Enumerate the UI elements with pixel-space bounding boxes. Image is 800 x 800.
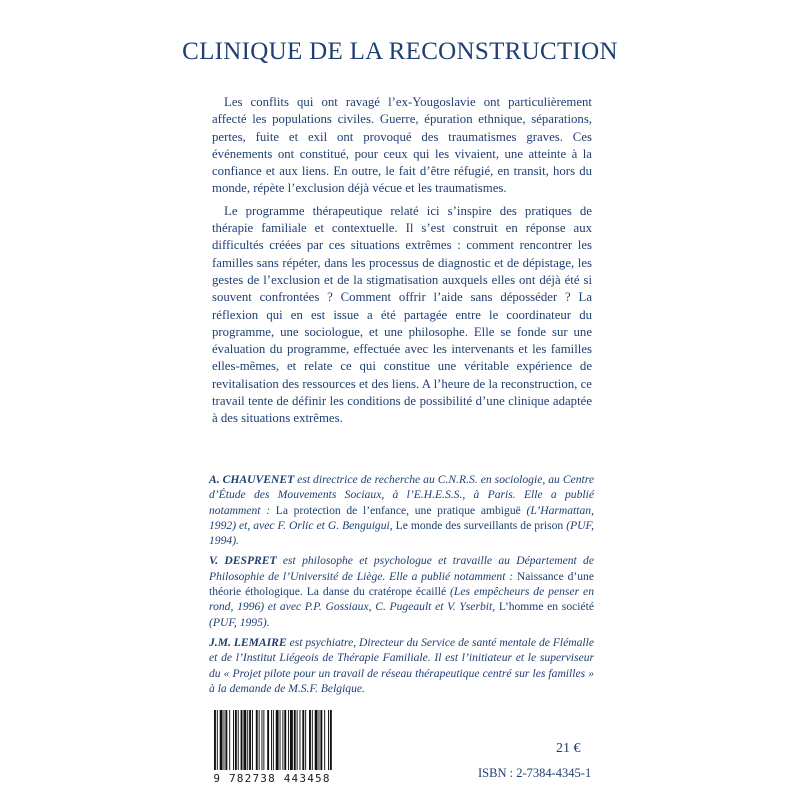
bio-text: (PUF, 1995).: [209, 615, 270, 629]
author-bios: [209, 472, 594, 701]
book-title-ref: La protection de l’enfance, une pratique ambiguë: [275, 503, 521, 517]
bio-lemaire: [209, 635, 594, 696]
bio-chauvenet: [209, 472, 594, 548]
author-name: A. CHAUVENET: [209, 473, 295, 486]
bio-text: est philosophe et psychologue et travaille au Département de Philosophie de l’Université de Liège. Elle a publié notamment :: [209, 554, 594, 583]
barcode-bars-icon: [208, 710, 336, 770]
author-name: V. DESPRET: [209, 554, 277, 568]
summary-paragraph-1: Les conflits qui ont ravagé l’ex-Yougoslavie ont particulièrement affecté les populations civiles. Guerre, épuration ethnique, séparations, pertes, fuite et exil ont provoqué des traumatismes graves. Ces événements ont constitué, pour ceux qui les vivaient, une atteinte à la confiance et aux liens. En outre, le fait d’être réfugié, en transit, hors du monde, répète l’exclusion déjà vécue et les traumatismes.: [212, 95, 592, 196]
bio-text: (PUF, 1994).: [209, 518, 595, 548]
author-name: J.M. LEMAIRE: [209, 635, 287, 649]
price: 21 €: [556, 741, 581, 756]
bio-text: est psychiatre, Directeur du Service de santé mentale de Flémalle et de l’Institut Liégeois de Thérapie Familiale. Il est l’initiateur et le superviseur du « Projet pilote pour un travail de réseau thérapeutique centré sur les familles » à la demande de M.S.F. Belgique.: [209, 635, 594, 695]
summary-text: [212, 94, 592, 428]
barcode: [208, 710, 336, 786]
bio-text: (L’Harmattan, 1992) et, avec F. Orlic et G. Benguigui,: [209, 503, 594, 532]
isbn: ISBN : 2-7384-4345-1: [478, 766, 592, 780]
barcode-number: 9 782738 443458: [213, 772, 331, 785]
book-title-ref: Le monde des surveillants de prison: [395, 518, 564, 532]
bio-text: (Les empêcheurs de penser en rond, 1996) et avec P.P. Gossiaux, C. Pugeault et V. Yserbit,: [209, 585, 594, 614]
bio-despret: [209, 553, 594, 629]
book-title: CLINIQUE DE LA RECONSTRUCTION: [182, 38, 618, 65]
book-title-ref: L’homme en société: [498, 600, 594, 614]
book-title-ref: Naissance d’une théorie éthologique. La danse du cratérope écaillé: [209, 569, 594, 599]
bio-text: est directrice de recherche au C.N.R.S. en sociologie, au Centre d’Étude des Mouvements Sociaux, à l’E.H.E.S.S., à Paris. Elle a publié notamment :: [209, 473, 594, 517]
summary-paragraph-2: Le programme thérapeutique relaté ici s’inspire des pratiques de thérapie familiale et contextuelle. Il s’est construit en réponse aux difficultés créées par ces situations extrêmes : comment rencontrer les familles sans répéter, dans les processus de diagnostic et de dépistage, les gestes de l’exclusion et de la stigmatisation auxquels elles ont déjà été si souvent confrontées ? Comment offrir l’aide sans déposséder ? La réflexion qui en est issue a été partagée entre le coordinateur du programme, une sociologue, et une philosophe. Elle se fonde sur une évaluation du programme, effectuée avec les intervenants et les familles elles-mêmes, et relate ce qui constitue une véritable expérience de revitalisation des ressources et des liens. A l’heure de la reconstruction, ce travail tente de définir les conditions de possibilité d’une clinique adaptée à des situations extrêmes.: [212, 203, 592, 426]
